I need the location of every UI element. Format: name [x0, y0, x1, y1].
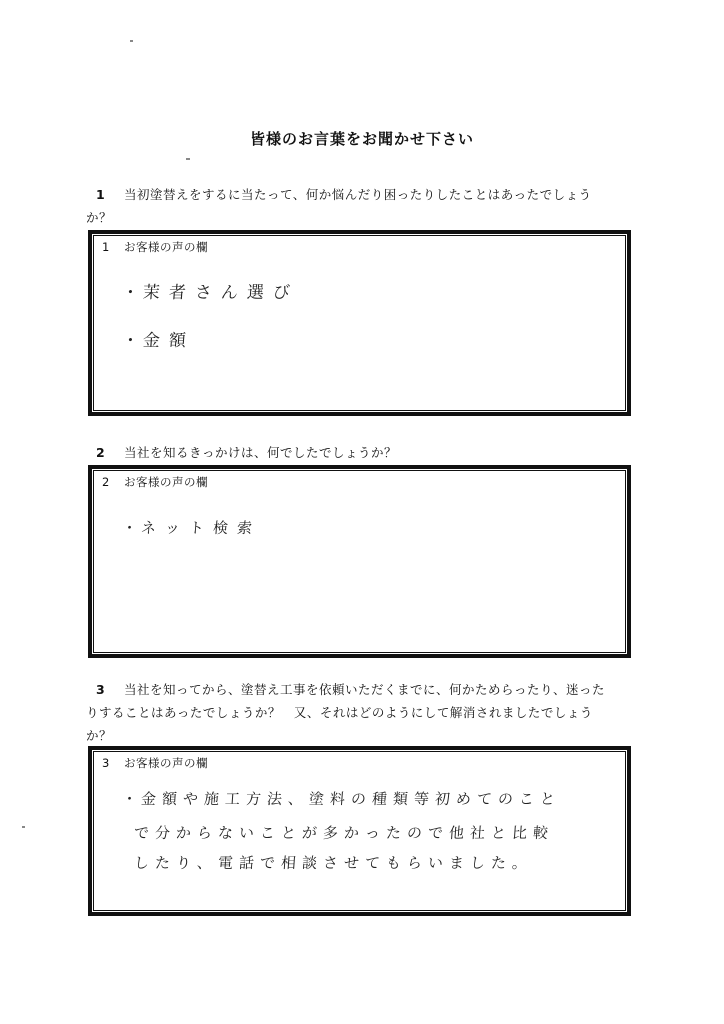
bullet: ・ — [121, 519, 142, 537]
question-line: りすることはあったでしょうか？ 又、それはどのようにして解消されましたでしょう — [86, 705, 593, 720]
box-label — [102, 239, 208, 255]
scan-speck — [22, 826, 25, 828]
question-3 — [86, 678, 631, 747]
answer-box-3 — [88, 746, 631, 916]
box-label-text: お客様の声の欄 — [124, 240, 208, 254]
bullet: ・ — [121, 283, 144, 303]
box-number: 2 — [102, 475, 110, 489]
question-2 — [96, 441, 631, 464]
answer-box-1 — [88, 230, 631, 416]
question-line — [96, 678, 631, 701]
bullet: ・ — [121, 790, 142, 808]
handwritten-answer — [121, 788, 561, 809]
bullet: ・ — [121, 331, 144, 351]
box-label-text: お客様の声の欄 — [124, 756, 208, 770]
box-label — [102, 474, 208, 490]
page-title: 皆様のお言葉をお聞かせ下さい — [249, 130, 474, 148]
box-number: 3 — [102, 756, 110, 770]
question-line — [96, 183, 631, 206]
question-text: 当初塗替えをするに当たって、何か悩んだり困ったりしたことはあったでしょう — [124, 187, 592, 202]
answer-text: 金額や施工方法、塗料の種類等初めてのこと — [140, 790, 562, 808]
handwritten-answer — [121, 278, 300, 303]
handwritten-answer: したり、電話で相談させてもらいました。 — [133, 854, 534, 872]
answer-text: ネット検索 — [140, 519, 262, 537]
question-text: 当社を知るきっかけは、何でしたでしょうか？ — [124, 445, 398, 460]
answer-text: 茉者さん選び — [142, 283, 300, 303]
question-line: か？ — [86, 728, 113, 743]
handwritten-answer — [121, 517, 261, 538]
box-label-text: お客様の声の欄 — [124, 475, 208, 489]
question-number: 1 — [96, 187, 106, 202]
box-label — [102, 755, 208, 771]
handwritten-answer: で分からないことが多かったので他社と比較 — [133, 824, 555, 842]
handwritten-answer — [121, 326, 196, 351]
scan-speck — [186, 158, 190, 160]
question-1 — [86, 183, 631, 229]
question-line — [96, 441, 631, 464]
question-text: 当社を知ってから、塗替え工事を依頼いただくまでに、何かためらったり、迷った — [124, 682, 606, 697]
scan-speck — [130, 40, 133, 42]
question-line: か？ — [86, 210, 113, 225]
answer-text: 金額 — [142, 331, 196, 351]
answer-box-2 — [88, 465, 631, 658]
box-number: 1 — [102, 240, 110, 254]
question-number: 3 — [96, 682, 106, 697]
question-number: 2 — [96, 445, 106, 460]
